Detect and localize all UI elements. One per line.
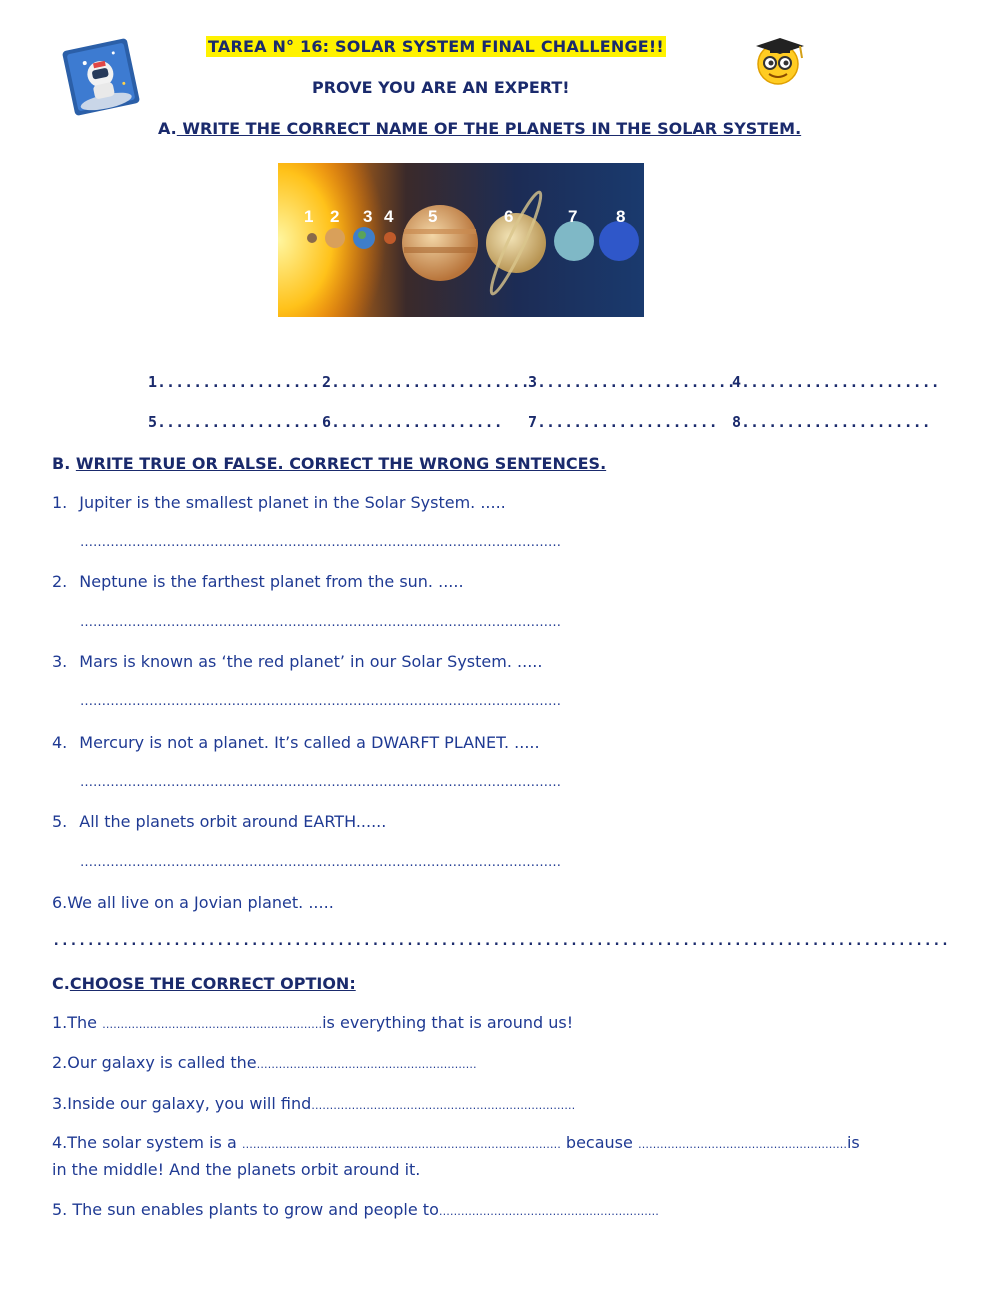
option-question-5: [52, 1200, 659, 1219]
planet-blank-7[interactable]: 7....................: [528, 413, 718, 431]
worksheet-subtitle: PROVE YOU ARE AN EXPERT!: [312, 78, 570, 97]
planet-number-2: 2: [330, 207, 340, 226]
question-text: is everything that is around us!: [322, 1013, 574, 1032]
answer-line-6[interactable]: ........................................................................................................: [52, 933, 950, 949]
option-question-2: [52, 1053, 477, 1072]
answer-blank[interactable]: ………………………………………………………………: [311, 1099, 576, 1112]
true-false-item-6: 6.We all live on a Jovian planet. .....: [52, 893, 334, 912]
planet-blank-2[interactable]: 2......................: [322, 373, 530, 391]
true-false-item-1: [52, 493, 506, 512]
item-text: Mercury is not a planet. It’s called a DWARFT PLANET. .....: [79, 733, 540, 752]
question-text: 2.Our galaxy is called the: [52, 1053, 257, 1072]
section-c-instruction: CHOOSE THE CORRECT OPTION:: [69, 974, 356, 993]
planet-blank-1[interactable]: 1..................: [148, 373, 320, 391]
item-text: Mars is known as ‘the red planet’ in our Solar System. .....: [79, 652, 543, 671]
answer-blank[interactable]: ……………………………………………………………………………: [241, 1138, 561, 1151]
planet-number-6: 6: [504, 207, 514, 226]
planet-number-8: 8: [616, 207, 626, 226]
question-text: 5. The sun enables plants to grow and people to: [52, 1200, 439, 1219]
section-a-instruction: WRITE THE CORRECT NAME OF THE PLANETS IN THE SOLAR SYSTEM.: [176, 119, 802, 138]
answer-blank[interactable]: ……………………………………………………: [256, 1058, 477, 1071]
item-number: 4.: [52, 733, 68, 752]
planet-blank-5[interactable]: 5..................: [148, 413, 320, 431]
astronaut-icon: [58, 38, 144, 116]
item-number: 2.: [52, 572, 68, 591]
planet-number-4: 4: [384, 207, 394, 226]
planet-number-3: 3: [363, 207, 373, 226]
answer-line-3[interactable]: …………………………………………………………………………………………………: [80, 694, 561, 709]
planet-blank-6[interactable]: 6...................: [322, 413, 503, 431]
option-question-3: [52, 1094, 575, 1113]
answer-line-4[interactable]: …………………………………………………………………………………………………: [80, 775, 561, 790]
answer-blank[interactable]: ……………………………………………………: [438, 1205, 659, 1218]
answer-line-5[interactable]: …………………………………………………………………………………………………: [80, 855, 561, 870]
section-b-heading: [52, 454, 606, 473]
planet-blank-3[interactable]: 3......................: [528, 373, 736, 391]
option-question-4: [52, 1133, 860, 1152]
planet-number-7: 7: [568, 207, 578, 226]
section-a-letter: A.: [158, 119, 177, 138]
answer-blank[interactable]: ……………………………………………………: [102, 1018, 323, 1031]
worksheet-title: TAREA N° 16: SOLAR SYSTEM FINAL CHALLENGE!!: [208, 37, 664, 56]
section-c-letter: C.: [52, 974, 70, 993]
question-text: because: [560, 1133, 638, 1152]
true-false-item-2: [52, 572, 464, 591]
planet-blank-4[interactable]: 4......................: [732, 373, 940, 391]
question-text: 1.The: [52, 1013, 103, 1032]
answer-blank[interactable]: …………………………………………………: [637, 1138, 847, 1151]
graduate-emoji-icon: [752, 34, 810, 86]
planet-number-5: 5: [428, 207, 438, 226]
item-number: 5.: [52, 812, 68, 831]
true-false-item-3: [52, 652, 542, 671]
item-text: Neptune is the farthest planet from the sun. .....: [79, 572, 464, 591]
section-b-instruction: WRITE TRUE OR FALSE. CORRECT THE WRONG SENTENCES.: [75, 454, 607, 473]
question-text: 3.Inside our galaxy, you will find: [52, 1094, 312, 1113]
item-number: 3.: [52, 652, 68, 671]
planet-number-1: 1: [304, 207, 314, 226]
item-text: Jupiter is the smallest planet in the Solar System. .....: [79, 493, 506, 512]
item-number: 1.: [52, 493, 68, 512]
solar-system-image: [278, 163, 644, 317]
answer-line-2[interactable]: …………………………………………………………………………………………………: [80, 615, 561, 630]
question-text: 4.The solar system is a: [52, 1133, 242, 1152]
planet-blank-8[interactable]: 8.....................: [732, 413, 931, 431]
section-c-heading: [52, 974, 356, 993]
section-b-letter: B.: [52, 454, 71, 473]
item-text: All the planets orbit around EARTH......: [79, 812, 387, 831]
true-false-item-4: [52, 733, 540, 752]
answer-line-1[interactable]: …………………………………………………………………………………………………: [80, 535, 561, 550]
true-false-item-5: [52, 812, 386, 831]
option-question-4-continued: in the middle! And the planets orbit around it.: [52, 1160, 421, 1179]
section-a-heading: [158, 119, 801, 138]
question-text: is: [846, 1133, 860, 1152]
option-question-1: [52, 1013, 573, 1032]
